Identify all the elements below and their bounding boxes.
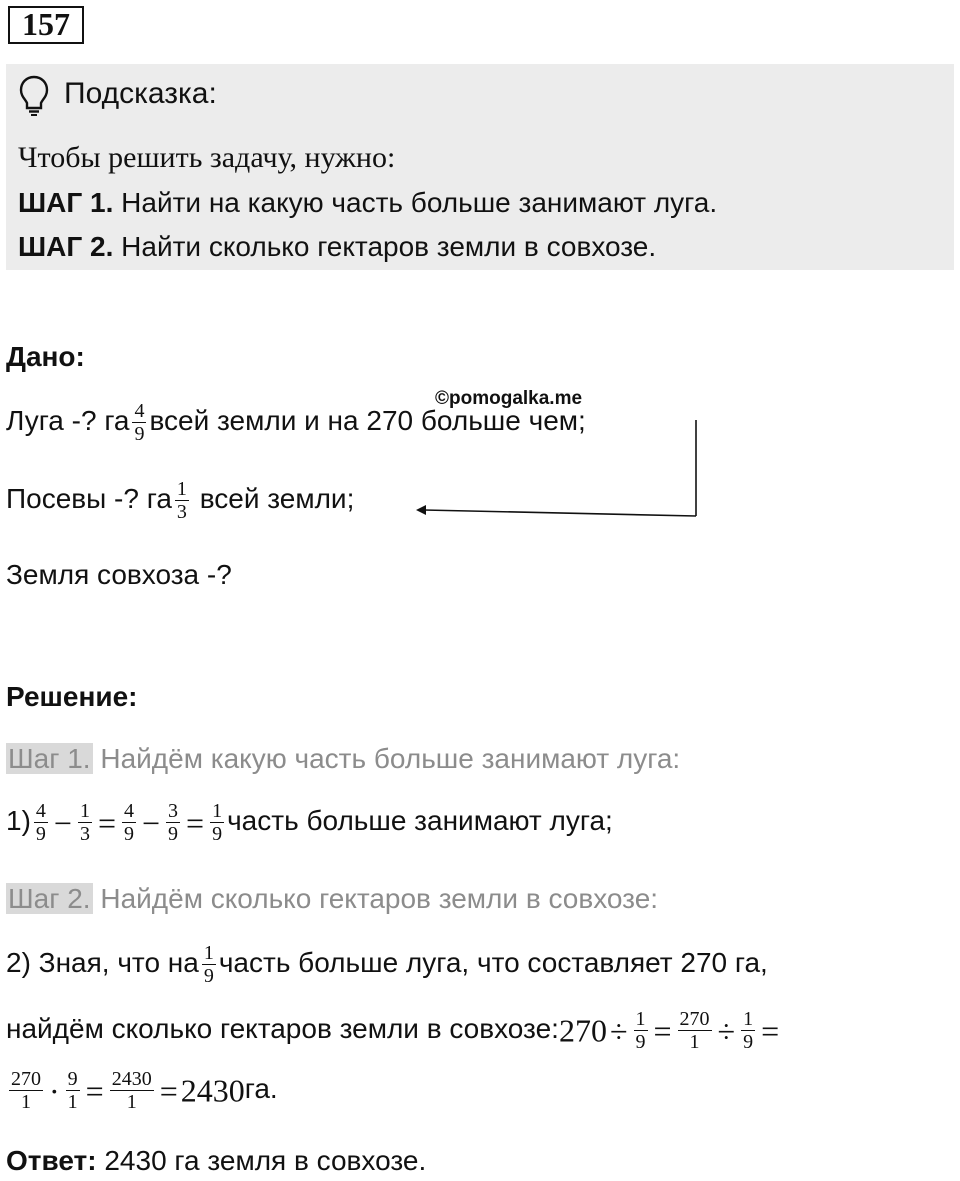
given-meadows-post: всей земли и на 270 больше чем; xyxy=(149,404,586,436)
given-crops-post: всей земли; xyxy=(199,482,355,514)
denominator: 9 xyxy=(212,823,223,845)
fraction xyxy=(110,1068,154,1113)
hint-title: Подсказка: xyxy=(64,77,217,110)
fraction xyxy=(175,478,189,523)
fraction xyxy=(9,1068,43,1113)
fraction xyxy=(678,1008,712,1053)
given-crops xyxy=(6,478,354,523)
solution-title: Решение: xyxy=(6,681,138,712)
numerator: 1 xyxy=(743,1008,754,1030)
fraction xyxy=(210,800,224,845)
calc-text: часть больше луга, что составляет 270 га, xyxy=(218,946,768,978)
numerator: 1 xyxy=(635,1008,646,1030)
numerator: 4 xyxy=(124,800,134,822)
denominator: 3 xyxy=(176,501,187,523)
calc-number: 270 xyxy=(558,1012,607,1049)
calc-result: 2430 xyxy=(180,1072,245,1109)
operator: − xyxy=(53,804,72,841)
denominator: 1 xyxy=(67,1091,78,1113)
numerator: 1 xyxy=(79,800,90,822)
numerator: 3 xyxy=(168,800,179,822)
hint-step-label: ШАГ 1. xyxy=(18,187,114,218)
operator: = xyxy=(186,804,205,841)
fraction xyxy=(166,800,180,845)
step-text: Найдём какую часть больше занимают луга: xyxy=(92,743,681,774)
fraction xyxy=(634,1008,648,1053)
denominator: 1 xyxy=(126,1091,137,1113)
denominator: 3 xyxy=(79,823,90,845)
task-number: 157 xyxy=(8,6,84,44)
given-title: Дано: xyxy=(6,341,85,372)
relation-arrow xyxy=(410,416,710,526)
hint-step-2 xyxy=(18,230,656,264)
watermark: ©pomogalka.me xyxy=(435,388,583,409)
denominator: 9 xyxy=(743,1031,754,1053)
numerator: 270 xyxy=(11,1068,41,1090)
step-text: Найдём сколько гектаров земли в совхозе: xyxy=(92,883,659,914)
answer-label: Ответ: xyxy=(6,1145,97,1176)
calc-line-4 xyxy=(6,1068,278,1113)
fraction xyxy=(741,1008,755,1053)
denominator: 9 xyxy=(35,823,46,845)
hint-step-text: Найти на какую часть больше занимают луга. xyxy=(113,187,718,218)
given-land: Земля совхоза -? xyxy=(6,559,232,590)
calc-prefix: 1) xyxy=(6,804,31,836)
hint-step-label: ШАГ 2. xyxy=(18,231,114,262)
operator: ÷ xyxy=(609,1012,628,1049)
numerator: 1 xyxy=(203,942,214,964)
numerator: 4 xyxy=(134,400,145,422)
denominator: 9 xyxy=(203,965,214,987)
denominator: 1 xyxy=(21,1091,31,1113)
calc-text: найдём сколько гектаров земли в совхозе: xyxy=(6,1012,559,1044)
denominator: 9 xyxy=(134,423,145,445)
hint-step-1 xyxy=(18,186,717,220)
denominator: 1 xyxy=(689,1031,700,1053)
numerator: 270 xyxy=(679,1008,710,1030)
numerator: 1 xyxy=(212,800,223,822)
fraction xyxy=(34,800,48,845)
fraction xyxy=(202,942,216,987)
fraction xyxy=(78,800,92,845)
operator: − xyxy=(142,804,161,841)
fraction xyxy=(132,400,146,445)
calc-line-2 xyxy=(6,942,768,987)
operator: = xyxy=(85,1072,104,1109)
operator: ÷ xyxy=(717,1012,736,1049)
numerator: 1 xyxy=(176,478,187,500)
calc-line-3 xyxy=(6,1008,782,1053)
solution-step-2 xyxy=(6,882,658,916)
numerator: 4 xyxy=(35,800,46,822)
lightbulb-icon xyxy=(18,74,50,116)
operator: = xyxy=(97,804,116,841)
operator: · xyxy=(49,1072,60,1109)
calc-unit: га. xyxy=(244,1072,278,1104)
numerator: 9 xyxy=(67,1068,78,1090)
operator: = xyxy=(761,1012,780,1049)
denominator: 9 xyxy=(635,1031,646,1053)
operator: = xyxy=(653,1012,672,1049)
hint-step-text: Найти сколько гектаров земли в совхозе. xyxy=(113,231,657,262)
fraction xyxy=(122,800,136,845)
given-crops-pre: Посевы -? га xyxy=(6,482,172,514)
answer xyxy=(6,1144,426,1178)
fraction xyxy=(66,1068,80,1113)
calc-suffix: часть больше занимают луга; xyxy=(227,804,613,836)
operator: = xyxy=(159,1072,178,1109)
hint-intro: Чтобы решить задачу, нужно: xyxy=(18,141,396,174)
step-tag: Шаг 1. xyxy=(8,743,91,774)
denominator: 9 xyxy=(124,823,134,845)
calc-line-1 xyxy=(6,800,613,845)
solution-step-1 xyxy=(6,742,680,776)
calc-text: 2) Зная, что на xyxy=(6,946,199,978)
step-tag: Шаг 2. xyxy=(8,883,91,914)
given-meadows-pre: Луга -? га xyxy=(6,404,130,436)
numerator: 2430 xyxy=(111,1068,152,1090)
denominator: 9 xyxy=(168,823,179,845)
answer-text: 2430 га земля в совхозе. xyxy=(96,1145,427,1176)
